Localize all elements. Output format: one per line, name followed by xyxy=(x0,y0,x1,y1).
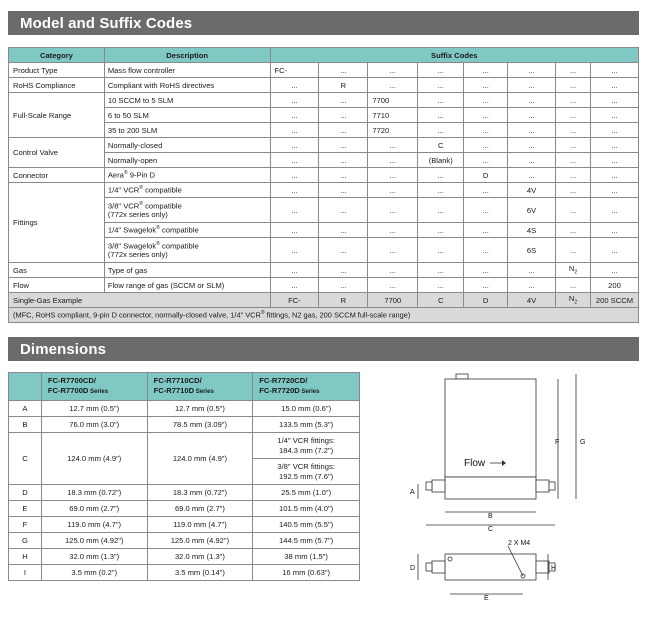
code-cell: ... xyxy=(270,153,319,168)
code-cell: ... xyxy=(270,238,319,263)
description-cell: Type of gas xyxy=(104,263,270,278)
code-cell: ... xyxy=(270,263,319,278)
code-cell: ... xyxy=(368,78,418,93)
example-code-cell: 4V xyxy=(508,293,556,308)
code-cell: 200 xyxy=(590,278,638,293)
dimension-value: 133.5 mm (5.3") xyxy=(253,417,360,433)
description-cell: 35 to 200 SLM xyxy=(104,123,270,138)
dimension-value: 38 mm (1.5") xyxy=(253,549,360,565)
code-cell: ... xyxy=(319,223,368,238)
code-cell: ... xyxy=(508,108,556,123)
dimension-label: I xyxy=(9,565,42,581)
code-cell: ... xyxy=(464,183,508,198)
description-cell: Compliant with RoHS directives xyxy=(104,78,270,93)
dimension-value: 12.7 mm (0.5") xyxy=(41,401,147,417)
code-cell: ... xyxy=(464,223,508,238)
code-cell: ... xyxy=(270,78,319,93)
header-model: FC-R7700CD/ FC-R7700D Series xyxy=(41,373,147,401)
description-cell: 10 SCCM to 5 SLM xyxy=(104,93,270,108)
code-cell: ... xyxy=(418,93,464,108)
code-cell: ... xyxy=(319,153,368,168)
header-category: Category xyxy=(9,48,105,63)
code-cell: (Blank) xyxy=(418,153,464,168)
code-cell: ... xyxy=(590,198,638,223)
code-cell: ... xyxy=(319,238,368,263)
code-cell: ... xyxy=(508,78,556,93)
example-row xyxy=(9,293,639,308)
code-cell: ... xyxy=(319,198,368,223)
code-cell: ... xyxy=(368,138,418,153)
code-cell: 4V xyxy=(508,183,556,198)
table-row xyxy=(9,517,360,533)
table-row xyxy=(9,485,360,501)
dimension-value: 119.0 mm (4.7") xyxy=(147,517,253,533)
description-cell: 3/8" Swagelok® compatible (772x series only) xyxy=(104,238,270,263)
top-left-nut xyxy=(426,563,432,571)
table-row xyxy=(9,565,360,581)
code-cell: ... xyxy=(464,123,508,138)
code-cell: ... xyxy=(590,138,638,153)
code-cell: ... xyxy=(368,198,418,223)
code-cell: ... xyxy=(418,63,464,78)
code-cell: ... xyxy=(556,238,591,263)
code-cell: ... xyxy=(590,183,638,198)
left-fitting-nut xyxy=(426,482,432,490)
table-row xyxy=(9,263,639,278)
code-cell: ... xyxy=(418,278,464,293)
dimension-value: 124.0 mm (4.9") xyxy=(147,433,253,485)
dimension-value: 25.5 mm (1.0") xyxy=(253,485,360,501)
category-cell: Flow xyxy=(9,278,105,293)
table-row xyxy=(9,433,360,459)
dimension-value: 12.7 mm (0.5") xyxy=(147,401,253,417)
right-fitting-nut xyxy=(549,482,555,490)
dimension-value: 3/8" VCR fittings: 192.5 mm (7.6") xyxy=(253,459,360,485)
code-cell: D xyxy=(464,168,508,183)
code-cell: ... xyxy=(464,238,508,263)
example-label: Single-Gas Example xyxy=(9,293,271,308)
code-cell: ... xyxy=(556,138,591,153)
code-cell: ... xyxy=(368,63,418,78)
dimension-value: 15.0 mm (0.6") xyxy=(253,401,360,417)
dimension-value: 3.5 mm (0.2") xyxy=(41,565,147,581)
code-cell: ... xyxy=(319,183,368,198)
header-blank xyxy=(9,373,42,401)
mfc-base xyxy=(445,477,536,499)
dimension-value: 32.0 mm (1.3") xyxy=(41,549,147,565)
code-cell: ... xyxy=(418,263,464,278)
category-cell: Product Type xyxy=(9,63,105,78)
dimension-value: 32.0 mm (1.3") xyxy=(147,549,253,565)
code-cell: FC- xyxy=(270,63,319,78)
code-cell: ... xyxy=(270,168,319,183)
code-cell: ... xyxy=(418,78,464,93)
code-cell: ... xyxy=(590,63,638,78)
label-b: B xyxy=(488,513,493,520)
code-cell: ... xyxy=(556,153,591,168)
code-cell: ... xyxy=(464,263,508,278)
code-cell: ... xyxy=(464,78,508,93)
header-model: FC-R7710CD/ FC-R7710D Series xyxy=(147,373,253,401)
code-cell: ... xyxy=(590,93,638,108)
description-cell: 1/4" VCR® compatible xyxy=(104,183,270,198)
code-cell: ... xyxy=(464,138,508,153)
dimension-label: A xyxy=(9,401,42,417)
code-cell: 6V xyxy=(508,198,556,223)
dimension-value: 69.0 mm (2.7") xyxy=(147,501,253,517)
code-cell: ... xyxy=(464,278,508,293)
description-cell: Mass flow controller xyxy=(104,63,270,78)
description-cell: 1/4" Swagelok® compatible xyxy=(104,223,270,238)
dimension-value: 18.3 mm (0.72") xyxy=(41,485,147,501)
dimension-value: 18.3 mm (0.72") xyxy=(147,485,253,501)
example-note: (MFC, RoHS compliant, 9-pin D connector, normally-closed valve, 1/4" VCR® fittings, N2 gas, 200 SCCM full-scale range) xyxy=(9,308,639,323)
table-row xyxy=(9,501,360,517)
code-cell: ... xyxy=(556,123,591,138)
code-cell: ... xyxy=(418,198,464,223)
right-fitting xyxy=(536,480,549,492)
code-cell: ... xyxy=(270,223,319,238)
label-h: H xyxy=(551,565,557,572)
description-cell: Aera® 9-Pin D xyxy=(104,168,270,183)
code-cell: ... xyxy=(319,93,368,108)
suffix-codes-table xyxy=(8,47,639,323)
example-note-row xyxy=(9,308,639,323)
code-cell: ... xyxy=(319,63,368,78)
code-cell: ... xyxy=(590,153,638,168)
code-cell: ... xyxy=(368,278,418,293)
code-cell: ... xyxy=(368,263,418,278)
dimension-label: C xyxy=(9,433,42,485)
code-cell: ... xyxy=(368,153,418,168)
description-cell: Normally-open xyxy=(104,153,270,168)
section-title-dimensions: Dimensions xyxy=(8,337,639,361)
dimension-label: H xyxy=(9,549,42,565)
flow-label: Flow xyxy=(464,458,486,469)
dimension-value: 140.5 mm (5.5") xyxy=(253,517,360,533)
code-cell: ... xyxy=(590,108,638,123)
code-cell: ... xyxy=(508,63,556,78)
label-g: G xyxy=(580,439,586,446)
code-cell: ... xyxy=(270,123,319,138)
top-view-body xyxy=(445,554,536,580)
code-cell: R xyxy=(319,78,368,93)
code-cell: ... xyxy=(368,238,418,263)
code-cell: ... xyxy=(319,263,368,278)
dimension-label: B xyxy=(9,417,42,433)
category-cell: RoHS Compliance xyxy=(9,78,105,93)
table-row xyxy=(9,93,639,108)
table-row xyxy=(9,278,639,293)
code-cell: ... xyxy=(270,183,319,198)
table-row xyxy=(9,417,360,433)
description-cell: Flow range of gas (SCCM or SLM) xyxy=(104,278,270,293)
code-cell: ... xyxy=(508,123,556,138)
table-row xyxy=(9,401,360,417)
category-cell: Control Valve xyxy=(9,138,105,168)
example-code-cell: R xyxy=(319,293,368,308)
code-cell: ... xyxy=(464,63,508,78)
table-row xyxy=(9,183,639,198)
code-cell: ... xyxy=(556,108,591,123)
dimension-value: 16 mm (0.63") xyxy=(253,565,360,581)
left-fitting xyxy=(432,480,445,492)
code-cell: ... xyxy=(590,263,638,278)
dimension-value: 69.0 mm (2.7") xyxy=(41,501,147,517)
top-left-fitting xyxy=(432,561,445,573)
dimension-label: E xyxy=(9,501,42,517)
description-cell: 3/8" VCR® compatible (772x series only) xyxy=(104,198,270,223)
code-cell: ... xyxy=(590,78,638,93)
label-e: E xyxy=(484,595,489,602)
header-model: FC-R7720CD/ FC-R7720D Series xyxy=(253,373,360,401)
code-cell: ... xyxy=(508,278,556,293)
code-cell: ... xyxy=(368,168,418,183)
code-cell: $N_2$ xyxy=(556,263,591,278)
code-cell: ... xyxy=(319,168,368,183)
code-cell: ... xyxy=(319,138,368,153)
label-d: D xyxy=(410,565,416,572)
table-header-row xyxy=(9,48,639,63)
code-cell: ... xyxy=(556,63,591,78)
code-cell: ... xyxy=(368,223,418,238)
category-cell: Gas xyxy=(9,263,105,278)
dimensions-table xyxy=(8,372,360,581)
label-a: A xyxy=(410,489,415,496)
code-cell: ... xyxy=(556,223,591,238)
code-cell: ... xyxy=(319,123,368,138)
code-cell: ... xyxy=(418,168,464,183)
code-cell: ... xyxy=(418,223,464,238)
code-cell: ... xyxy=(270,93,319,108)
dimension-label: D xyxy=(9,485,42,501)
code-cell: ... xyxy=(590,223,638,238)
dimension-value: 144.5 mm (5.7") xyxy=(253,533,360,549)
mfc-body xyxy=(445,379,536,477)
description-cell: 6 to 50 SLM xyxy=(104,108,270,123)
table-row xyxy=(9,549,360,565)
example-code-cell: $N_2$ xyxy=(556,293,591,308)
top-tab xyxy=(456,374,468,379)
code-cell: ... xyxy=(418,238,464,263)
label-mount: 2 X M4 xyxy=(508,540,531,547)
header-suffix-codes: Suffix Codes xyxy=(270,48,638,63)
dimension-value: 78.5 mm (3.09") xyxy=(147,417,253,433)
example-code-cell: FC- xyxy=(270,293,319,308)
code-cell: ... xyxy=(464,153,508,168)
table-row xyxy=(9,138,639,153)
code-cell: ... xyxy=(508,138,556,153)
table-header-row xyxy=(9,373,360,401)
code-cell: ... xyxy=(590,238,638,263)
dimension-value: 3.5 mm (0.14") xyxy=(147,565,253,581)
dimension-value: 101.5 mm (4.0") xyxy=(253,501,360,517)
dimension-label: F xyxy=(9,517,42,533)
dimension-value: 1/4" VCR fittings: 184.3 mm (7.2") xyxy=(253,433,360,459)
table-row xyxy=(9,63,639,78)
code-cell: ... xyxy=(418,183,464,198)
header-description: Description xyxy=(104,48,270,63)
code-cell: ... xyxy=(556,93,591,108)
code-cell: ... xyxy=(556,78,591,93)
top-view xyxy=(410,540,556,602)
code-cell: 7720 xyxy=(368,123,418,138)
example-code-cell: 200 SCCM xyxy=(590,293,638,308)
example-code-cell: 7700 xyxy=(368,293,418,308)
code-cell: ... xyxy=(418,108,464,123)
code-cell: ... xyxy=(368,183,418,198)
code-cell: ... xyxy=(270,138,319,153)
code-cell: ... xyxy=(556,168,591,183)
top-right-fitting xyxy=(536,561,549,573)
code-cell: ... xyxy=(270,108,319,123)
table-row xyxy=(9,78,639,93)
code-cell: ... xyxy=(508,93,556,108)
code-cell: ... xyxy=(508,263,556,278)
category-cell: Connector xyxy=(9,168,105,183)
example-code-cell: D xyxy=(464,293,508,308)
code-cell: 6S xyxy=(508,238,556,263)
code-cell: ... xyxy=(319,108,368,123)
dimension-value: 119.0 mm (4.7") xyxy=(41,517,147,533)
code-cell: ... xyxy=(464,108,508,123)
category-cell: Fittings xyxy=(9,183,105,263)
table-row xyxy=(9,533,360,549)
code-cell: ... xyxy=(556,278,591,293)
code-cell: ... xyxy=(556,198,591,223)
table-row xyxy=(9,168,639,183)
code-cell: ... xyxy=(418,123,464,138)
dimension-label: G xyxy=(9,533,42,549)
code-cell: 7710 xyxy=(368,108,418,123)
code-cell: ... xyxy=(508,168,556,183)
code-cell: ... xyxy=(556,183,591,198)
code-cell: ... xyxy=(508,153,556,168)
description-cell: Normally-closed xyxy=(104,138,270,153)
code-cell: C xyxy=(418,138,464,153)
code-cell: 7700 xyxy=(368,93,418,108)
code-cell: ... xyxy=(319,278,368,293)
code-cell: ... xyxy=(590,123,638,138)
example-code-cell: C xyxy=(418,293,464,308)
section-title-model: Model and Suffix Codes xyxy=(8,11,639,35)
code-cell: ... xyxy=(270,278,319,293)
category-cell: Full-Scale Range xyxy=(9,93,105,138)
front-view xyxy=(410,374,585,533)
dimension-value: 125.0 mm (4.92") xyxy=(41,533,147,549)
label-f: F xyxy=(555,439,560,446)
code-cell: ... xyxy=(270,198,319,223)
dimension-value: 124.0 mm (4.9") xyxy=(41,433,147,485)
code-cell: ... xyxy=(464,93,508,108)
code-cell: 4S xyxy=(508,223,556,238)
dimension-value: 125.0 mm (4.92") xyxy=(147,533,253,549)
dimension-diagram xyxy=(398,372,598,604)
code-cell: ... xyxy=(590,168,638,183)
label-c: C xyxy=(488,526,494,533)
code-cell: ... xyxy=(464,198,508,223)
dimension-value: 76.0 mm (3.0") xyxy=(41,417,147,433)
